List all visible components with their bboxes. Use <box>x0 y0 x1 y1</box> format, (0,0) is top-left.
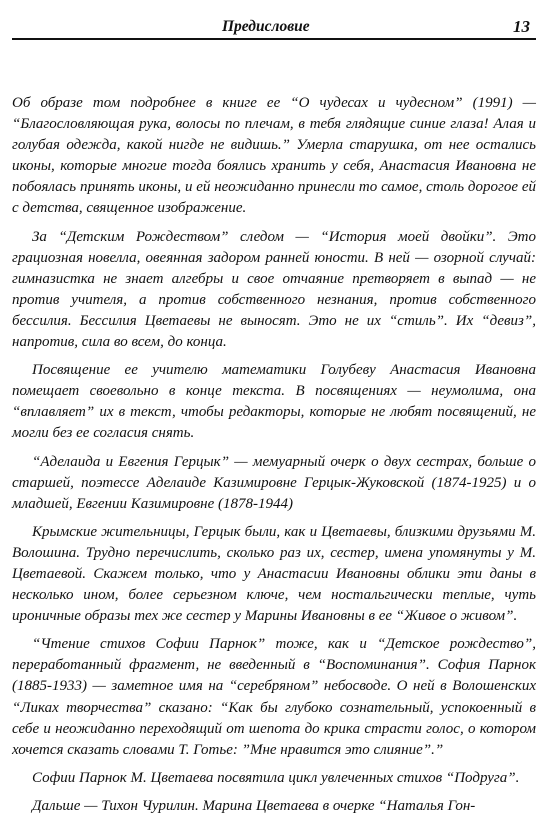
paragraph: Посвящение ее учителю математики Голубеву Анастасия Ивановна помещает своевольно в конце текста. В посвящениях — неумолима, она “вплавляет” их в текст, чтобы редакторы, которые не любят посвящений, не могли без ее согласия снять. <box>12 362 536 442</box>
chapter-title: Предисловие <box>222 18 310 35</box>
page-number: 13 <box>513 17 530 36</box>
paragraph: Софии Парнок М. Цветаева посвятила цикл увлеченных стихов “Подруга”. <box>32 769 520 786</box>
paragraph: Крымские жительницы, Герцык были, как и Цветаевы, близкими друзьями М. Волошина. Трудно перечислить, сколько раз их, сестер, имена упомянуты у М. Цветаевой. Скажем только, что у Анастасии Ивановны облики эти даны в несколько ином, более серьезном ключе, чем ностальгически теплые, чуть ироничные образы тех же сестер у Марины Ивановны в ее “Живое о живом”. <box>12 523 536 625</box>
paragraph: “Аделаида и Евгения Герцык” — мемуарный очерк о двух сестрах, больше о старшей, поэтессе Аделаиде Казимировне Герцык-Жуковской (1874-1925) и о младшей, Евгении Казимировне (1878-1944) <box>12 453 536 512</box>
paragraph: Дальше — Тихон Чурилин. Марина Цветаева в очерке “Наталья Гон- <box>32 797 476 814</box>
paragraph: “Чтение стихов Софии Парнок” тоже, как и “Детское рождество”, переработанный фрагмент, не введенный в “Воспоминания”. София Парнок (1885-1933) — заметное имя на “серебряном” небосводе. О ней в Волошенских “Ликах творчества” сказано: “Как бы глубоко сознательный, успокоенный в себе и неожиданно переходящий от шепота до крика страсти голос, о котором хочется сказать словами Т. Готье: ”Мне нравится это слияние”.” <box>12 636 536 758</box>
body-text <box>12 93 536 817</box>
paragraph: Об образе том подробнее в книге ее “О чудесах и чудесном” (1991) — “Благословляющая рука, волосы по плечам, в тебя глядящие синие глаза! Алая и голубая одежда, какой нигде не видишь.” Умерла старушка, от нее остались иконы, которые многие тогда боялись хранить у себя, Анастасия Ивановна не побоялась принять иконы, и ей неожиданно принесли то самое, столь дорогое ей с детства, священное изображение. <box>12 95 536 217</box>
paragraph: За “Детским Рождеством” следом — “История моей двойки”. Это грациозная новелла, овеянная задором ранней юности. В ней — озорной случай: гимназистка не знает алгебры и свое отчаяние претворяет в выпад — не против учителя, а против собственного незнания, против собственного бессилия. Бессилия Цветаевы не выносят. Это не их “стиль”. Их “девиз”, напротив, сила во всем, до конца. <box>12 228 536 351</box>
running-header <box>12 14 536 40</box>
